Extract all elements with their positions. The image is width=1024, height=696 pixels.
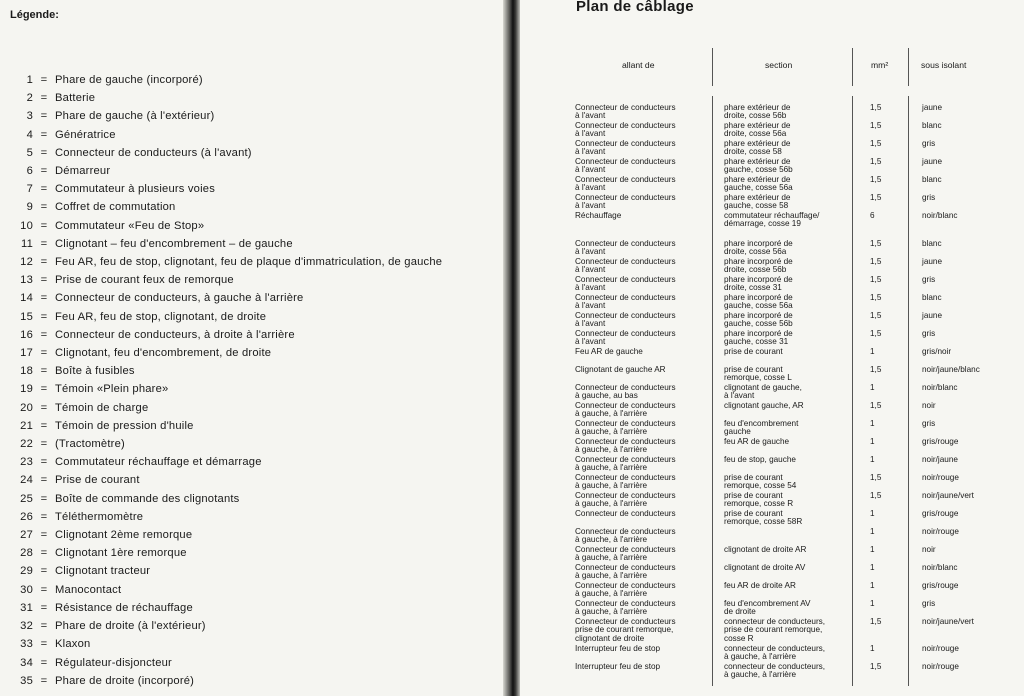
cell-mm2: 1: [870, 644, 875, 653]
legend-item: [12, 253, 452, 271]
column-divider: [712, 48, 713, 86]
equals-sign: =: [40, 529, 48, 542]
legend-number: 28: [20, 547, 33, 560]
equals-sign: =: [40, 620, 48, 633]
legend-item: [12, 107, 452, 125]
legend-item: [12, 380, 452, 398]
legend-number: 15: [20, 310, 33, 323]
cell-insulation: noir/rouge: [922, 644, 959, 653]
legend-number: 27: [20, 529, 33, 542]
cell-section: feu AR de gauche: [724, 437, 790, 446]
cell-from: Connecteur de conducteurs à l'avant: [575, 257, 676, 275]
legend-item: [12, 544, 452, 562]
legend-label: Clignotant 2ème remorque: [55, 529, 193, 542]
legend-number: 33: [20, 638, 33, 651]
legend-number: 21: [20, 419, 33, 432]
cell-insulation: gris/rouge: [922, 581, 959, 590]
equals-sign: =: [40, 583, 48, 596]
legend-item: [12, 672, 452, 690]
cell-section: phare extérieur de gauche, cosse 58: [724, 193, 791, 211]
header-from: allant de: [622, 60, 655, 70]
legend-number: 13: [20, 274, 33, 287]
cell-from: Connecteur de conducteurs à gauche, à l'arrière: [575, 563, 676, 581]
cell-insulation: gris/rouge: [922, 509, 959, 518]
cell-mm2: 1,5: [870, 365, 882, 374]
cell-section: clignotant de droite AV: [724, 563, 806, 572]
cell-insulation: blanc: [922, 293, 942, 302]
equals-sign: =: [40, 510, 48, 523]
equals-sign: =: [40, 383, 48, 396]
legend-number: 2: [26, 92, 33, 105]
cell-section: feu d'encombrement AV de droite: [724, 599, 811, 617]
cell-insulation: jaune: [922, 311, 943, 320]
legend-item: [12, 417, 452, 435]
cell-mm2: 1: [870, 437, 875, 446]
legend-item: [12, 617, 452, 635]
cell-insulation: noir/jaune/blanc: [922, 365, 980, 374]
book-gutter: [503, 0, 521, 696]
legend-label: Témoin de charge: [55, 401, 149, 414]
cell-section: prise de courant remorque, cosse R: [724, 491, 794, 509]
header-section: section: [765, 60, 793, 70]
cell-from: Interrupteur feu de stop: [575, 644, 661, 653]
cell-mm2: 1: [870, 581, 875, 590]
cell-section: prise de courant: [724, 347, 783, 356]
cell-section: connecteur de conducteurs, à gauche, à l'arrière: [724, 662, 826, 680]
legend-label: Démarreur: [55, 165, 111, 178]
cell-mm2: 1,5: [870, 401, 882, 410]
legend-label: (Tractomètre): [55, 438, 125, 451]
cell-mm2: 1: [870, 527, 875, 536]
legend-label: Boîte de commande des clignotants: [55, 492, 240, 505]
cell-from: Connecteur de conducteurs à gauche, à l'arrière: [575, 599, 676, 617]
cell-mm2: 1,5: [870, 257, 882, 266]
equals-sign: =: [40, 328, 48, 341]
cell-from: Connecteur de conducteurs à l'avant: [575, 193, 676, 211]
cell-mm2: 6: [870, 211, 875, 220]
legend-item: [12, 71, 452, 89]
legend-number: 26: [20, 510, 33, 523]
legend-number: 17: [20, 347, 33, 360]
legend-label: Clignotant tracteur: [55, 565, 151, 578]
cell-from: Connecteur de conducteurs à l'avant: [575, 293, 676, 311]
legend-item: [12, 89, 452, 107]
cell-from: Clignotant de gauche AR: [575, 365, 666, 374]
legend-item: [12, 654, 452, 672]
cell-insulation: gris: [922, 139, 936, 148]
cell-section: phare incorporé de gauche, cosse 56b: [724, 311, 793, 329]
cell-mm2: 1,5: [870, 139, 882, 148]
cell-insulation: jaune: [922, 157, 943, 166]
cell-mm2: 1: [870, 419, 875, 428]
cell-insulation: jaune: [922, 103, 943, 112]
cell-from: Feu AR de gauche: [575, 347, 643, 356]
cell-section: feu de stop, gauche: [724, 455, 796, 464]
cell-from: Connecteur de conducteurs à gauche, à l'arrière: [575, 437, 676, 455]
cell-from: Connecteur de conducteurs à l'avant: [575, 157, 676, 175]
cell-mm2: 1,5: [870, 311, 882, 320]
legend-label: Génératrice: [55, 128, 116, 141]
equals-sign: =: [40, 292, 48, 305]
cell-mm2: 1,5: [870, 293, 882, 302]
equals-sign: =: [40, 601, 48, 614]
cell-insulation: noir/rouge: [922, 527, 959, 536]
legend-item: [12, 635, 452, 653]
cell-mm2: 1: [870, 599, 875, 608]
cell-section: phare incorporé de gauche, cosse 31: [724, 329, 793, 347]
equals-sign: =: [40, 438, 48, 451]
legend-number: 10: [20, 219, 33, 232]
equals-sign: =: [40, 656, 48, 669]
legend-list: [12, 71, 452, 690]
legend-number: 23: [20, 456, 33, 469]
legend-label: Phare de droite (incorporé): [55, 674, 195, 687]
legend-number: 30: [20, 583, 33, 596]
cell-insulation: noir/rouge: [922, 473, 959, 482]
cell-from: Connecteur de conducteurs à l'avant: [575, 239, 676, 257]
cell-section: phare extérieur de droite, cosse 56a: [724, 121, 791, 139]
cell-section: prise de courant remorque, cosse 54: [724, 473, 797, 491]
cell-insulation: noir/jaune/vert: [922, 617, 974, 626]
equals-sign: =: [40, 146, 48, 159]
cell-from: Connecteur de conducteurs à gauche, à l'arrière: [575, 455, 676, 473]
legend-label: Coffret de commutation: [55, 201, 176, 214]
cell-from: Connecteur de conducteurs à gauche, à l'arrière: [575, 581, 676, 599]
cell-insulation: noir/blanc: [922, 383, 958, 392]
cell-mm2: 1,5: [870, 193, 882, 202]
legend-number: 11: [20, 237, 33, 250]
legend-item: [12, 344, 452, 362]
legend-item: [12, 490, 452, 508]
cell-from: Réchauffage: [575, 211, 622, 220]
cell-mm2: 1,5: [870, 329, 882, 338]
cell-from: Connecteur de conducteurs à gauche, à l'arrière: [575, 491, 676, 509]
legend-item: [12, 471, 452, 489]
legend-number: 18: [20, 365, 33, 378]
equals-sign: =: [40, 638, 48, 651]
legend-label: Batterie: [55, 92, 96, 105]
cell-section: connecteur de conducteurs, à gauche, à l'arrière: [724, 644, 826, 662]
legend-label: Témoin de pression d'huile: [55, 419, 194, 432]
cell-section: phare incorporé de droite, cosse 56a: [724, 239, 793, 257]
cell-mm2: 1: [870, 347, 875, 356]
column-divider: [852, 48, 853, 86]
cell-section: prise de courant remorque, cosse L: [724, 365, 792, 383]
cell-section: phare incorporé de droite, cosse 31: [724, 275, 793, 293]
equals-sign: =: [40, 547, 48, 560]
cell-from: Connecteur de conducteurs à gauche, au bas: [575, 383, 676, 401]
legend-label: Régulateur-disjoncteur: [55, 656, 172, 669]
header-insulation: sous isolant: [921, 60, 967, 70]
legend-label: Clignotant – feu d'encombrement – de gauche: [55, 237, 293, 250]
legend-title: Légende:: [10, 9, 59, 21]
cell-insulation: gris: [922, 599, 936, 608]
cell-insulation: gris/noir: [922, 347, 952, 356]
cell-insulation: blanc: [922, 175, 942, 184]
legend-item: [12, 581, 452, 599]
cell-insulation: gris: [922, 193, 936, 202]
legend-item: [12, 289, 452, 307]
legend-label: Téléthermomètre: [55, 510, 144, 523]
cell-from: Connecteur de conducteurs à l'avant: [575, 311, 676, 329]
legend-number: 16: [20, 328, 33, 341]
legend-item: [12, 526, 452, 544]
cell-from: Connecteur de conducteurs à l'avant: [575, 121, 676, 139]
legend-label: Commutateur réchauffage et démarrage: [55, 456, 262, 469]
cell-mm2: 1,5: [870, 275, 882, 284]
cell-from: Connecteur de conducteurs à l'avant: [575, 175, 676, 193]
equals-sign: =: [40, 474, 48, 487]
cell-mm2: 1,5: [870, 103, 882, 112]
equals-sign: =: [40, 565, 48, 578]
cell-insulation: noir/jaune/vert: [922, 491, 974, 500]
plan-title: Plan de câblage: [576, 0, 694, 15]
cell-mm2: 1: [870, 383, 875, 392]
legend-number: 22: [20, 438, 33, 451]
legend-item: [12, 435, 452, 453]
legend-item: [12, 453, 452, 471]
equals-sign: =: [40, 183, 48, 196]
legend-item: [12, 217, 452, 235]
cell-insulation: gris: [922, 419, 936, 428]
legend-item: [12, 180, 452, 198]
cell-insulation: noir/jaune: [922, 455, 958, 464]
cell-mm2: 1: [870, 455, 875, 464]
cell-mm2: 1,5: [870, 473, 882, 482]
legend-number: 7: [26, 183, 33, 196]
cell-insulation: gris: [922, 329, 936, 338]
cell-from: Connecteur de conducteurs à l'avant: [575, 139, 676, 157]
cell-from: Connecteur de conducteurs à gauche, à l'arrière: [575, 545, 676, 563]
legend-number: 5: [26, 146, 33, 159]
cell-from: Connecteur de conducteurs à l'avant: [575, 103, 676, 121]
cell-section: phare incorporé de gauche, cosse 56a: [724, 293, 793, 311]
legend-item: [12, 198, 452, 216]
cell-mm2: 1: [870, 509, 875, 518]
legend-number: 31: [20, 601, 33, 614]
legend-number: 20: [20, 401, 33, 414]
cell-mm2: 1,5: [870, 157, 882, 166]
equals-sign: =: [40, 74, 48, 86]
cell-insulation: noir/blanc: [922, 563, 958, 572]
cell-section: phare extérieur de gauche, cosse 56a: [724, 175, 793, 193]
cell-section: clignotant de gauche, à l'avant: [724, 383, 802, 401]
equals-sign: =: [40, 274, 48, 287]
legend-label: Phare de gauche (à l'extérieur): [55, 110, 215, 123]
cell-insulation: jaune: [922, 257, 943, 266]
legend-item: [12, 144, 452, 162]
cell-section: phare incorporé de droite, cosse 56b: [724, 257, 793, 275]
legend-number: 19: [20, 383, 33, 396]
cell-section: clignotant de droite AR: [724, 545, 807, 554]
legend-number: 12: [20, 256, 33, 269]
legend-number: 3: [26, 110, 33, 123]
legend-number: 1: [26, 74, 33, 86]
cell-section: feu d'encombrement gauche: [724, 419, 799, 437]
legend-number: 35: [20, 674, 33, 687]
cell-insulation: gris/rouge: [922, 437, 959, 446]
equals-sign: =: [40, 201, 48, 214]
legend-label: Feu AR, feu de stop, clignotant, feu de plaque d'immatriculation, de gauche: [55, 256, 443, 269]
legend-item: [12, 508, 452, 526]
legend-label: Feu AR, feu de stop, clignotant, de droite: [55, 310, 267, 323]
legend-item: [12, 399, 452, 417]
equals-sign: =: [40, 365, 48, 378]
cell-mm2: 1,5: [870, 491, 882, 500]
legend-label: Commutateur à plusieurs voies: [55, 183, 216, 196]
cell-insulation: blanc: [922, 121, 942, 130]
equals-sign: =: [40, 128, 48, 141]
column-divider: [712, 96, 713, 686]
legend-label: Prise de courant: [55, 474, 140, 487]
column-divider: [852, 96, 853, 686]
legend-item: [12, 362, 452, 380]
equals-sign: =: [40, 219, 48, 232]
legend-label: Boîte à fusibles: [55, 365, 135, 378]
cell-section: phare extérieur de droite, cosse 56b: [724, 103, 791, 121]
equals-sign: =: [40, 310, 48, 323]
legend-label: Connecteur de conducteurs, à gauche à l'arrière: [55, 292, 304, 305]
equals-sign: =: [40, 256, 48, 269]
legend-number: 32: [20, 620, 33, 633]
legend-number: 34: [20, 656, 33, 669]
cell-from: Connecteur de conducteurs à gauche, à l'arrière: [575, 419, 676, 437]
legend-number: 29: [20, 565, 33, 578]
cell-mm2: 1,5: [870, 662, 882, 671]
legend-item: [12, 562, 452, 580]
cell-section: phare extérieur de gauche, cosse 56b: [724, 157, 793, 175]
equals-sign: =: [40, 401, 48, 414]
cell-insulation: noir: [922, 401, 936, 410]
cell-mm2: 1,5: [870, 617, 882, 626]
legend-label: Phare de gauche (incorporé): [55, 74, 203, 86]
legend-number: 24: [20, 474, 33, 487]
cell-section: commutateur réchauffage/ démarrage, cosse 19: [724, 211, 820, 229]
legend-label: Résistance de réchauffage: [55, 601, 193, 614]
legend-item: [12, 599, 452, 617]
cell-section: prise de courant remorque, cosse 58R: [724, 509, 803, 527]
legend-label: Commutateur «Feu de Stop»: [55, 219, 205, 232]
cell-insulation: noir/rouge: [922, 662, 959, 671]
legend-number: 9: [26, 201, 33, 214]
cell-from: Connecteur de conducteurs prise de courant remorque, clignotant de droite: [575, 617, 676, 643]
equals-sign: =: [40, 419, 48, 432]
legend-label: Connecteur de conducteurs (à l'avant): [55, 146, 252, 159]
cell-from: Interrupteur feu de stop: [575, 662, 661, 671]
cell-insulation: blanc: [922, 239, 942, 248]
cell-section: phare extérieur de droite, cosse 58: [724, 139, 791, 157]
cell-from: Connecteur de conducteurs: [575, 509, 676, 518]
legend-item: [12, 162, 452, 180]
cell-insulation: gris: [922, 275, 936, 284]
cell-mm2: 1: [870, 545, 875, 554]
legend-label: Clignotant, feu d'encombrement, de droite: [55, 347, 272, 360]
column-divider: [908, 96, 909, 686]
legend-label: Manocontact: [55, 583, 122, 596]
equals-sign: =: [40, 110, 48, 123]
legend-number: 25: [20, 492, 33, 505]
equals-sign: =: [40, 674, 48, 687]
equals-sign: =: [40, 492, 48, 505]
legend-item: [12, 271, 452, 289]
legend-item: [12, 326, 452, 344]
left-page: [0, 0, 505, 696]
equals-sign: =: [40, 456, 48, 469]
equals-sign: =: [40, 237, 48, 250]
equals-sign: =: [40, 347, 48, 360]
legend-item: [12, 235, 452, 253]
cell-section: feu AR de droite AR: [724, 581, 796, 590]
legend-label: Klaxon: [55, 638, 91, 651]
cell-section: connecteur de conducteurs, prise de courant remorque, cosse R: [724, 617, 826, 643]
cell-insulation: noir/blanc: [922, 211, 958, 220]
legend-label: Phare de droite (à l'extérieur): [55, 620, 206, 633]
cell-mm2: 1: [870, 563, 875, 572]
cell-mm2: 1,5: [870, 239, 882, 248]
cell-insulation: noir: [922, 545, 936, 554]
cell-mm2: 1,5: [870, 175, 882, 184]
legend-item: [12, 308, 452, 326]
legend-item: [12, 126, 452, 144]
cell-section: clignotant gauche, AR: [724, 401, 804, 410]
legend-label: Témoin «Plein phare»: [55, 383, 169, 396]
header-mm2: mm²: [871, 60, 889, 70]
legend-label: Clignotant 1ère remorque: [55, 547, 187, 560]
legend-number: 6: [26, 165, 33, 178]
legend-number: 14: [20, 292, 33, 305]
cell-from: Connecteur de conducteurs à l'avant: [575, 329, 676, 347]
cell-mm2: 1,5: [870, 121, 882, 130]
legend-label: Connecteur de conducteurs, à droite à l'arrière: [55, 328, 295, 341]
cell-from: Connecteur de conducteurs à gauche, à l'arrière: [575, 401, 676, 419]
legend-label: Prise de courant feux de remorque: [55, 274, 234, 287]
equals-sign: =: [40, 92, 48, 105]
equals-sign: =: [40, 165, 48, 178]
cell-from: Connecteur de conducteurs à l'avant: [575, 275, 676, 293]
cell-from: Connecteur de conducteurs à gauche, à l'arrière: [575, 527, 676, 545]
cell-from: Connecteur de conducteurs à gauche, à l'arrière: [575, 473, 676, 491]
legend-number: 4: [26, 128, 33, 141]
column-divider: [908, 48, 909, 86]
